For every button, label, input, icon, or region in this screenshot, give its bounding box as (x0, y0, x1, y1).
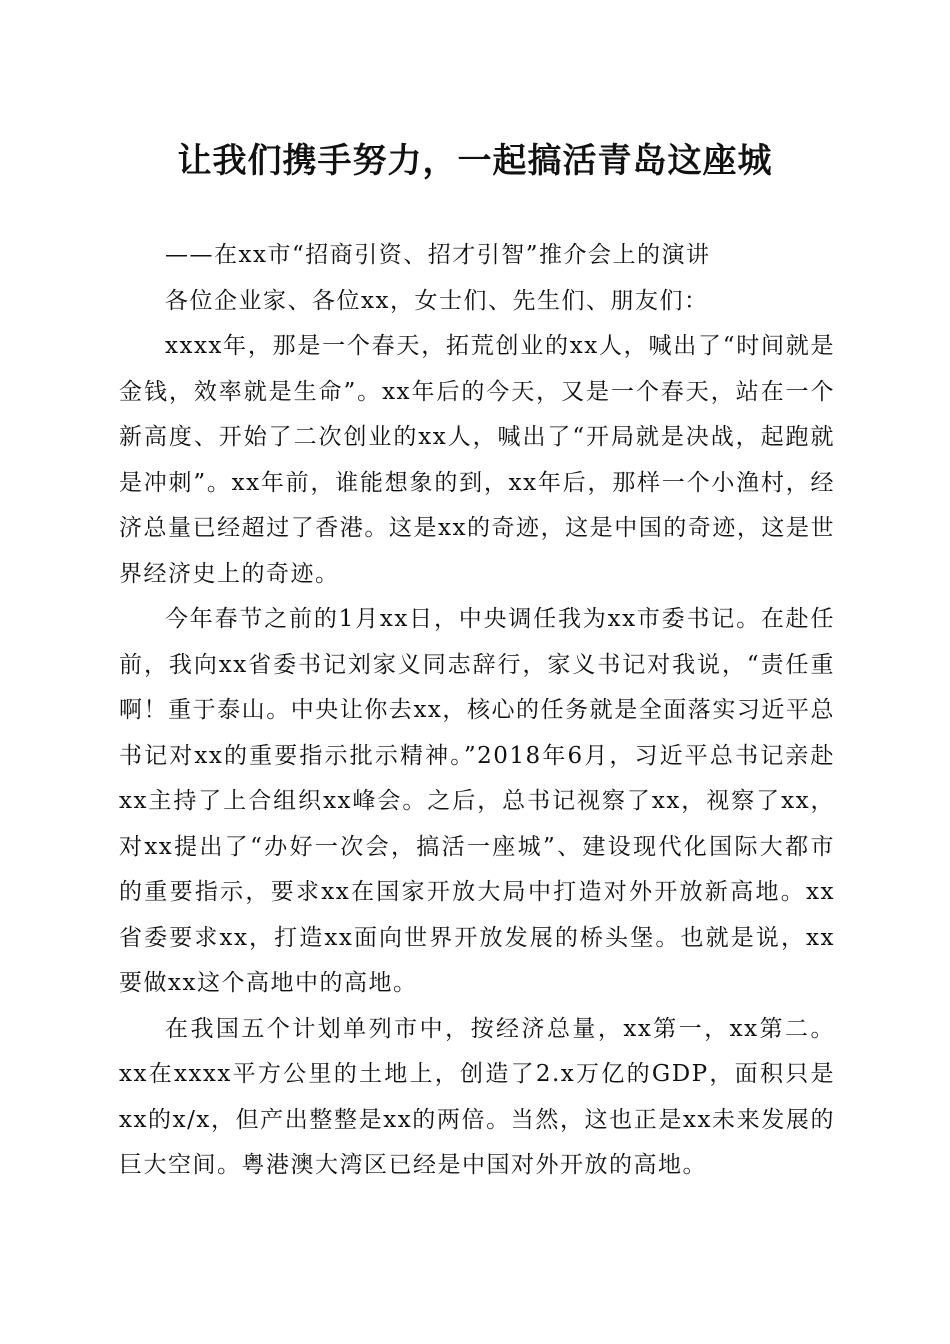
body-paragraph: xxxx年，那是一个春天，拓荒创业的xx人，喊出了“时间就是金钱，效率就是生命”。xx年后的今天，又是一个春天，站在一个新高度、开始了二次创业的xx人，喊出了“开局就是决战，起跑就是冲刺”。xx年前，谁能想象的到，xx年后，那样一个小渔村，经济总量已经超过了香港。这是xx的奇迹，这是中国的奇迹，这是世界经济史上的奇迹。 (119, 333, 835, 587)
speech-subtitle: ——在xx市“招商引资、招才引智”推介会上的演讲 (165, 242, 711, 268)
document-body (119, 233, 835, 1189)
speech-salutation: 各位企业家、各位xx，女士们、先生们、朋友们： (165, 287, 709, 314)
body-paragraph: 在我国五个计划单列市中，按经济总量，xx第一，xx第二。xx在xxxx平方公里的土地上，创造了2.x万亿的GDP，面积只是xx的x/x，但产出整整是xx的两倍。当然，这也正是xx未来发展的巨大空间。粤港澳大湾区已经是中国对外开放的高地。 (119, 1015, 835, 1178)
document-title: 让我们携手努力，一起搞活青岛这座城 (177, 141, 773, 181)
body-paragraph: 今年春节之前的1月xx日，中央调任我为xx市委书记。在赴任前，我向xx省委书记刘家义同志辞行，家义书记对我说，“责任重啊！重于泰山。中央让你去xx，核心的任务就是全面落实习近平总书记对xx的重要指示批示精神。”2018年6月，习近平总书记亲赴xx主持了上合组织xx峰会。之后，总书记视察了xx，视察了xx，对xx提出了“办好一次会，搞活一座城”、建设现代化国际大都市的重要指示，要求xx在国家开放大局中打造对外开放新高地。xx省委要求xx，打造xx面向世界开放发展的桥头堡。也就是说，xx要做xx这个高地中的高地。 (119, 606, 835, 996)
